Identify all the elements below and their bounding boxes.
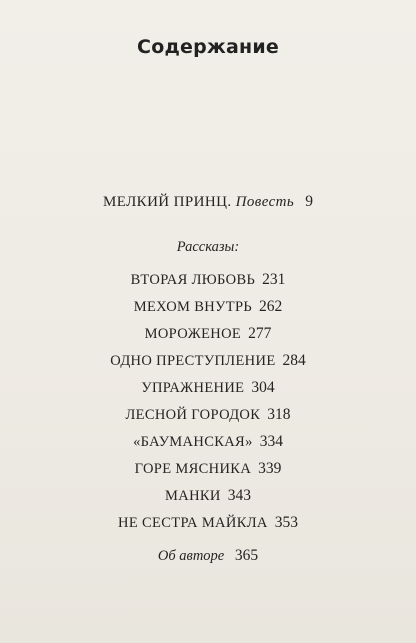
entry-page-number: 231 [262,271,286,288]
novel-page-number: 9 [305,193,313,210]
about-author-page-number: 365 [234,547,259,564]
toc-entry [0,320,416,347]
entry-title: МАНКИ [165,488,221,504]
entry-page-number: 284 [282,352,306,369]
entry-page-number: 277 [248,325,272,342]
page-title: Содержание [137,36,279,58]
toc-entry-about-author [0,547,416,565]
about-author-label: Об авторе [157,548,225,564]
entry-page-number: 339 [258,460,282,477]
toc-entry [0,509,416,536]
stories-list [0,266,416,536]
toc-entry [0,482,416,509]
entry-title: ЛЕСНОЙ ГОРОДОК [125,407,261,423]
entry-page-number: 353 [274,514,298,531]
entry-title: МЕХОМ ВНУТРЬ [133,299,253,315]
toc-entry [0,401,416,428]
entry-page-number: 318 [267,406,291,423]
entry-title: УПРАЖНЕНИЕ [141,380,245,396]
entry-page-number: 343 [227,487,251,504]
toc-entry-novel [0,193,416,211]
entry-title: ГОРЕ МЯСНИКА [134,461,252,477]
toc-entry [0,455,416,482]
entry-title: НЕ СЕСТРА МАЙКЛА [118,515,268,531]
entry-title: МОРОЖЕНОЕ [144,326,242,342]
entry-title: ВТОРАЯ ЛЮБОВЬ [130,272,256,288]
entry-page-number: 262 [259,298,283,315]
toc-entry [0,293,416,320]
entry-title: «БАУМАНСКАЯ» [133,434,253,450]
entry-page-number: 334 [259,433,283,450]
entry-title: ОДНО ПРЕСТУПЛЕНИЕ [110,353,276,369]
toc-entry [0,266,416,293]
toc-entry [0,347,416,374]
entry-page-number: 304 [251,379,275,396]
novel-title: МЕЛКИЙ ПРИНЦ. [102,194,232,210]
toc-entry [0,374,416,401]
toc-entry [0,428,416,455]
stories-section-label: Рассказы: [176,239,240,255]
novel-genre: Повесть [235,194,295,210]
